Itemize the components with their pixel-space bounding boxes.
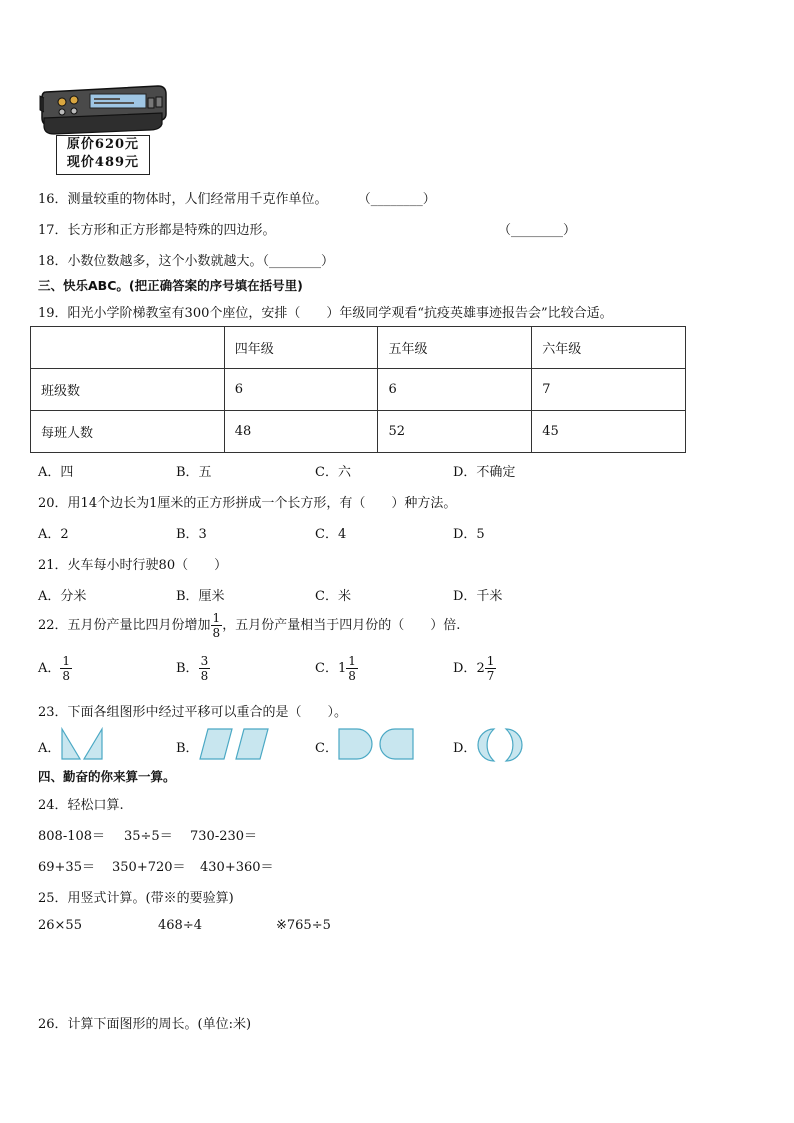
option-c[interactable]: C．米 (315, 589, 351, 604)
question-18: 18．小数位数越多，这个小数就越大。（________） (38, 254, 335, 269)
mental-math-item: 430+360＝ (200, 860, 274, 875)
fraction: $\frac{1}{8}$ (212, 611, 221, 640)
option-d[interactable]: D．5 (453, 527, 485, 542)
option-b[interactable]: B． $\frac{3}{8}$ (176, 654, 209, 683)
current-price: 现价489元 (66, 155, 140, 170)
option-b[interactable]: B．五 (176, 465, 212, 480)
answer-blank[interactable]: （________） (357, 192, 436, 207)
option-a[interactable]: A．2 (38, 527, 69, 542)
crescent-shapes-icon (474, 727, 526, 763)
mental-math-item: 730-230＝ (190, 829, 258, 844)
vertical-calc-item: ※765÷5 (276, 918, 331, 933)
question-19: 19．阳光小学阶梯教室有300个座位，安排（ ）年级同学观看“抗疫英雄事迹报告会”比较合适。 (38, 306, 613, 321)
question-26: 26．计算下面图形的周长。(单位:米) (38, 1017, 252, 1032)
semicircle-shapes-icon (337, 727, 415, 761)
table-row: 班级数 6 6 7 (31, 369, 686, 411)
option-c[interactable]: C．六 (315, 465, 351, 480)
question-25: 25．用竖式计算。(带※的要验算) (38, 891, 234, 906)
option-a[interactable]: A． (38, 741, 61, 756)
table-row: 四年级 五年级 六年级 (31, 327, 686, 369)
grade-table (30, 326, 686, 453)
question-16: 16．测量较重的物体时，人们经常用千克作单位。 （________） (38, 192, 436, 207)
option-d[interactable]: D．不确定 (453, 465, 516, 480)
mental-math-item: 808-108＝ (38, 829, 106, 844)
option-a[interactable]: A． $\frac{1}{8}$ (38, 654, 71, 683)
option-a[interactable]: A．四 (38, 465, 74, 480)
original-price: 原价620元 (66, 137, 140, 152)
electronic-dictionary-image (38, 80, 170, 136)
parallelograms-shape-icon (198, 727, 270, 761)
question-21: 21．火车每小时行驶80（ ） (38, 558, 228, 573)
option-b[interactable]: B． (176, 741, 199, 756)
price-tag (56, 135, 150, 175)
triangles-shape-icon (60, 727, 104, 761)
question-22: 22．五月份产量比四月份增加 $\frac{1}{8}$ ，五月份产量相当于四月份的（ ）倍. (38, 611, 461, 640)
option-b[interactable]: B．3 (176, 527, 207, 542)
question-17: 17．长方形和正方形都是特殊的四边形。 (38, 223, 276, 238)
mental-math-item: 35÷5＝ (124, 829, 173, 844)
question-24: 24．轻松口算. (38, 798, 124, 813)
table-row: 每班人数 48 52 45 (31, 411, 686, 453)
vertical-calc-item: 26×55 (38, 918, 82, 933)
option-c[interactable]: C．1 $\frac{1}{8}$ (315, 654, 356, 683)
option-c[interactable]: C． (315, 741, 338, 756)
answer-blank[interactable]: （________） (262, 254, 335, 269)
answer-blank[interactable]: （________） (498, 223, 577, 238)
mental-math-item: 350+720＝ (112, 860, 186, 875)
option-d[interactable]: D． (453, 741, 477, 756)
option-d[interactable]: D．2 $\frac{1}{7}$ (453, 654, 495, 683)
question-23: 23．下面各组图形中经过平移可以重合的是（ ）。 (38, 705, 348, 720)
section-heading-4: 四、勤奋的你来算一算。 (38, 769, 176, 784)
option-a[interactable]: A．分米 (38, 589, 87, 604)
mental-math-item: 69+35＝ (38, 860, 95, 875)
vertical-calc-item: 468÷4 (158, 918, 202, 933)
option-b[interactable]: B．厘米 (176, 589, 225, 604)
option-d[interactable]: D．千米 (453, 589, 503, 604)
option-c[interactable]: C．4 (315, 527, 347, 542)
question-20: 20．用14个边长为1厘米的正方形拼成一个长方形，有（ ）种方法。 (38, 496, 457, 511)
section-heading-3: 三、快乐ABC。(把正确答案的序号填在括号里) (38, 278, 303, 293)
